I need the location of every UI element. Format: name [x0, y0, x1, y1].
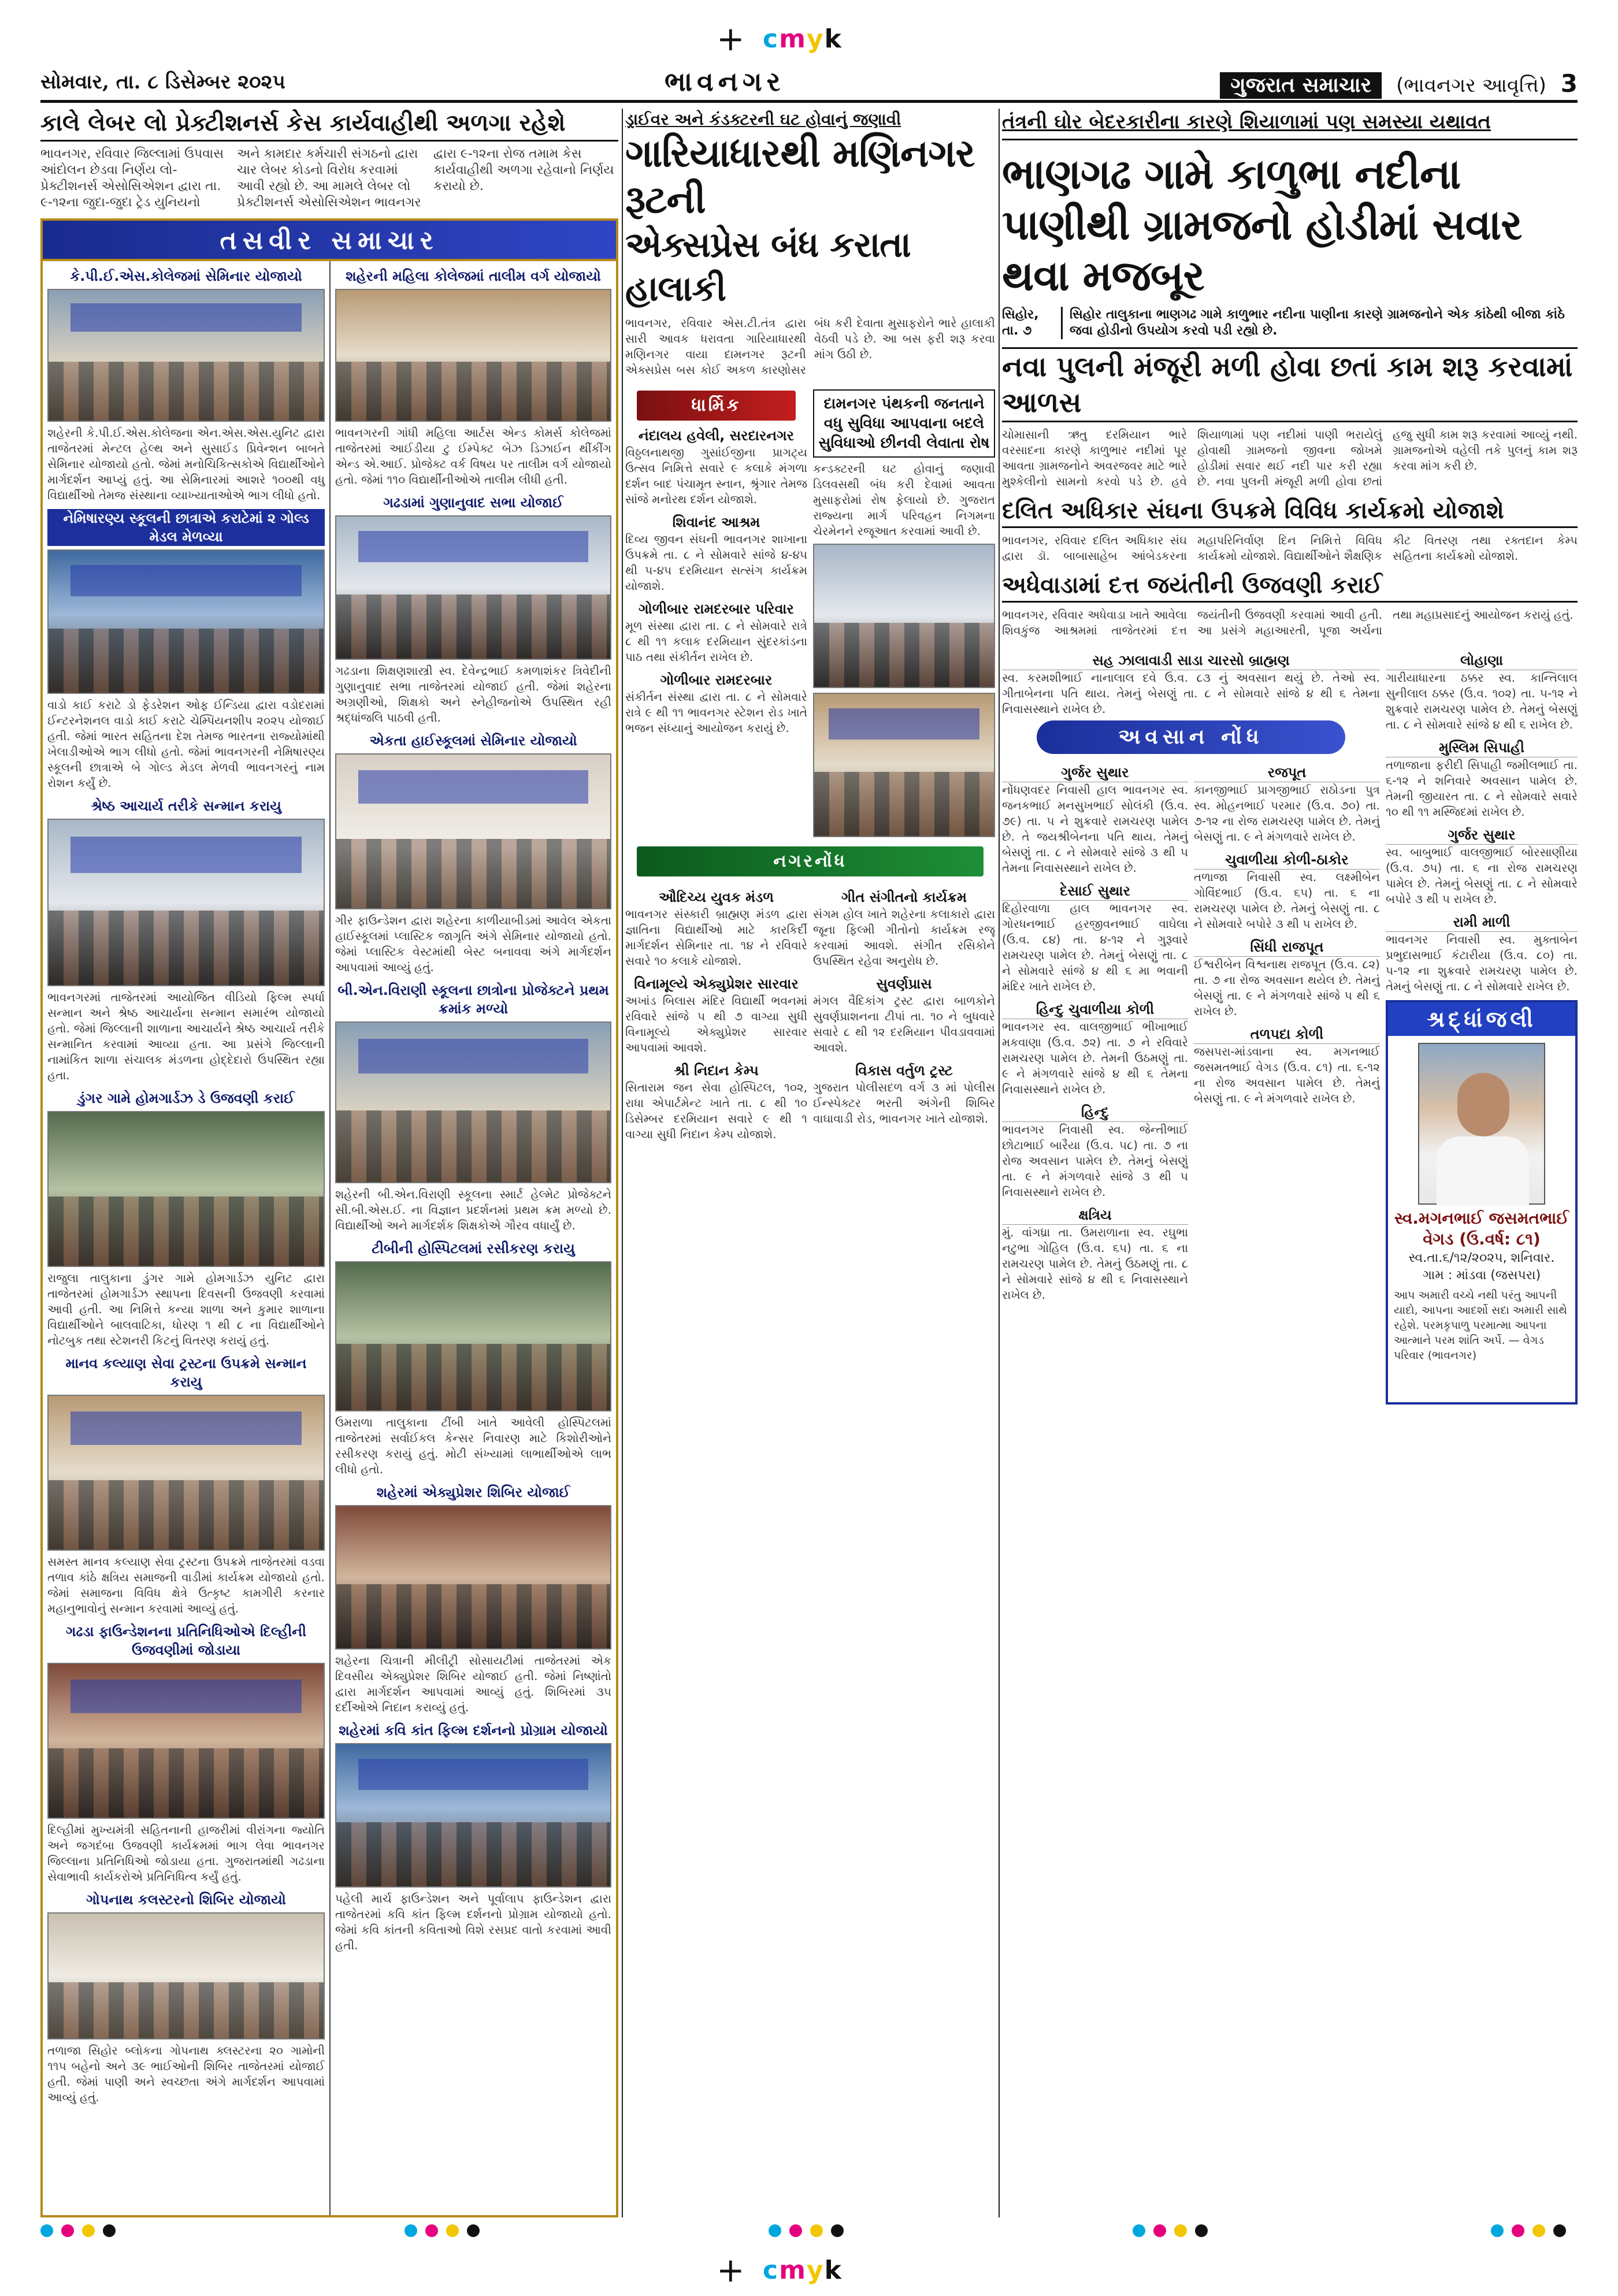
photo-story — [47, 509, 325, 791]
subheadline: અધેવાડામાં દત્ત જયંતીની ઉજવણી કરાઈ — [1002, 570, 1578, 603]
photo-story-title: બી.એન.વિરાણી સ્કૂલના છાત્રોના પ્રોજેક્ટને પ્રથમ ક્રમાંક મળ્યો — [337, 982, 609, 1017]
photo-caption: ગીર ફાઉન્ડેશન દ્વારા શહેરના કાળીયાબીડમાં આવેલ એકતા હાઈસ્કૂલમાં પ્લાસ્ટિક જાગૃતિ અંગે સેમિનાર યોજાયો હતો. જેમાં પ્લાસ્ટિક વેસ્ટમાંથી બેસ્ટ બનાવવા અંગે માર્ગદર્શન આપવામાં આવ્યું હતું. — [335, 913, 611, 974]
photo-story — [47, 1622, 325, 1885]
photo-story — [335, 731, 611, 975]
photo-story — [335, 1239, 611, 1477]
photo-story — [335, 981, 611, 1234]
community-name: ચુવાળીયા કોળી-ઠાકોર — [1194, 850, 1380, 870]
death-date: સ્વ.તા.૬/૧૨/૨૦૨૫, શનિવાર. — [1408, 1251, 1555, 1265]
registration-mark-top: + cmyk — [717, 19, 843, 58]
item-text: ગુજરાત પોલીસદળ વર્ગ ૩ માં પોલીસ ઈન્સ્પેક્ટર ભરતી અંગેની શિબિર વાઘાવાડી રોડ, ભાવનગર ખાતે યોજાશે. — [813, 1080, 995, 1125]
deceased-name: સ્વ.મગનભાઈ જસમતભાઈ વેગડ (ઉ.વર્ષ: ૮૧) — [1394, 1209, 1569, 1249]
obit-text: જસપરા-માંડવાના સ્વ. મગનભાઈ જસમતભાઈ વેગડ (ઉ.વ. ૮૧) તા. ૬-૧૨ ના રોજ અવસાન પામેલ છે. તેમનું બેસણું તા. ૯ ને મંગળવારે રાખેલ છે. — [1194, 1045, 1380, 1105]
item-title: વિનામૂલ્યે એક્યુપ્રેશર સારવાર — [634, 976, 799, 992]
photo-story — [335, 1483, 611, 1715]
item-title: શિવાનંદ આશ્રમ — [672, 514, 760, 530]
community-name: લોહાણા — [1386, 651, 1578, 670]
issue-date: સોમવાર, તા. ૮ ડિસેમ્બર ૨૦૨૫ — [40, 70, 285, 94]
folio-header — [40, 65, 1578, 103]
photo-caption: ભાવનગરમાં તાજેતરમાં આયોજિત વીડિયો ફિલ્મ સ્પર્ધા સન્માન અને શ્રેષ્ઠ આચાર્યના સન્માન સમારંભ યોજાયો હતો. જેમાં જિલ્લાની શાળાના આચાર્યને શ્રેષ્ઠ આચાર્ય તરીકે સન્માનિત કરવામાં આવ્યા હતા. આ પ્રસંગે જિલ્લાની નામાંકિત શાળા સંચાલક મંડળના હોદ્દેદારો ઉપસ્થિત રહ્યા હતા. — [47, 990, 325, 1082]
middle-column — [625, 109, 995, 2217]
obit-text: સ્વ. બાબુભાઈ વાલજીભાઈ બોરસાણીયા (ઉ.વ. ૭૫) તા. ૬ ના રોજ રામચરણ પામેલ છે. તેમનું બેસણું તા. ૮ ને સોમવારે બપોરે ૩ થી ૫ રાખેલ છે. — [1386, 845, 1578, 906]
item-title: ગોળીબાર રામદરબાર — [660, 672, 773, 688]
item-title: ઔદિચ્ય યુવક મંડળ — [659, 889, 774, 905]
family-note: આપ અમારી વચ્ચે નથી પરંતુ આપની યાદો, આપના આદર્શો સદા અમારી સાથે રહેશે. પરમકૃપાળુ પરમાત્મા આપના આત્માને પરમ શાંતિ અર્પે. — વેગડ પરિવાર (ભાવનગર) — [1394, 1289, 1567, 1362]
article-body: ભાવનગર, રવિવાર એસ.ટી.તંત્ર દ્વારા સારી આવક ધરાવતા ગારિયાધારથી મણિનગર વાયા દામનગર રૂટની એક્સપ્રેસ બસ કોઈ અકળ કારણોસર બંધ કરી દેવાતા મુસાફરોને ભારે હાલાકી વેઠવી પડે છે. આ બસ ફરી શરૂ કરવા માંગ ઉઠી છે. — [625, 316, 995, 377]
photo-column-right — [329, 261, 616, 2215]
item-text: ભાવનગર સંસ્કારી બ્રાહ્મણ મંડળ દ્વારા જ્ઞાતિના વિદ્યાર્થીઓ માટે કારકિર્દી માર્ગદર્શન સેમિનાર તા. ૧૪ ને રવિવારે સવારે ૧૦ કલાકે યોજાશે. — [625, 907, 807, 968]
community-name: ગુર્જર સુથાર — [1386, 826, 1578, 845]
photo-caption: તળાજા સિહોર બ્લોકના ગોપનાથ ક્લસ્ટરના ૨૦ ગામોની ૧૧૫ બહેનો અને ૩૯ ભાઈઓની શિબિર તાજેતરમાં યોજાઈ હતી. જેમાં પાણી અને સ્વચ્છતા અંગે માર્ગદર્શન આપવામાં આવ્યું હતું. — [47, 2044, 325, 2104]
labour-story — [40, 109, 618, 213]
item-title: શ્રી નિદાન કેમ્પ — [674, 1062, 759, 1079]
column-rule — [999, 109, 1000, 2217]
subheadline: દલિત અધિકાર સંઘના ઉપક્રમે વિવિધ કાર્યક્રમો યોજાશે — [1002, 495, 1578, 528]
obit-text: કાનજીભાઈ પ્રાગજીભાઈ રાઠોડના પુત્ર સ્વ. મોહનભાઈ પરમાર (ઉ.વ. ૭૦) તા. ૭-૧૨ ના રોજ રામચરણ પામેલ છે. તેમનું બેસણું તા. ૯ ને મંગળવારે રાખેલ છે. — [1194, 783, 1380, 844]
community-name: ક્ષત્રિય — [1002, 1206, 1188, 1225]
community-name: હિન્દુ — [1002, 1103, 1188, 1122]
item-text: મંગલ વૈદિકાંગ ટ્રસ્ટ દ્વારા બાળકોને સુવર્ણપ્રાશનના ટીપાં તા. ૧૦ ને બુધવારે સવારે ૮ થી ૧૨ દરમિયાન પીવડાવવામાં આવશે. — [813, 994, 995, 1054]
photo — [813, 544, 995, 688]
photo — [47, 289, 325, 422]
nagar-column-left — [625, 882, 807, 1142]
item-text: દિવ્ય જીવન સંઘની ભાવનગર શાખાના ઉપક્રમે તા. ૮ ને સોમવારે સાંજે ૪-૪૫ થી ૫-૪૫ દરમિયાન સત્સંગ કાર્યક્રમ યોજાશે. — [625, 532, 807, 593]
photo — [335, 515, 611, 660]
color-bar — [1491, 2224, 1566, 2241]
photo-caption: ભાવનગરની ગાંધી મહિલા આર્ટસ એન્ડ કોમર્સ કોલેજમાં તાજેતરમાં આઈડીયા ટુ ઈમ્પેક્ટ બેઝ ડિઝાઈન થીંકીંગ એન્ડ એ.આઈ. પ્રોજેક્ટ વર્ક વિષય પર તાલીમ વર્ગ યોજાયો હતો. જેમાં ૧૧૦ વિદ્યાર્થીનીઓએ તાલીમ લીધી હતી. — [335, 426, 611, 486]
page-number: 3 — [1560, 69, 1578, 98]
obituary-title: અવસાન નોંધ — [1037, 720, 1345, 754]
item-text: અખાંડ બિલાસ મંદિર વિદ્યાર્થી ભવનમાં રવિવારે સાંજે ૫ થી ૭ વાગ્યા સુધી વિનામૂલ્યે એક્યુપ્રેશર સારવાર આપવામાં આવશે. — [625, 994, 807, 1054]
photo — [47, 549, 325, 694]
item-title: સુવર્ણપ્રાસ — [876, 976, 932, 992]
photo-story-title: શહેરની મહિલા કોલેજમાં તાલીમ વર્ગ યોજાયો — [346, 268, 601, 284]
item-title: વિકાસ વર્તુળ ટ્રસ્ટ — [855, 1062, 953, 1079]
photo-caption: દિલ્હીમાં મુખ્યમંત્રી સહિતનાની હાજરીમાં વીરાંગના જ્યોતિ અને જગદંબા ઉજવણી કાર્યક્રમમાં ભાગ લેવા ભાવનગર જિલ્લાના પ્રતિનિધિઓ જોડાયા હતા. ગુજરાતમાંથી ગઢડાના સેવાભાવી કાર્યકરોએ પ્રતિનિધિત્વ કર્યું હતું. — [47, 1823, 325, 1883]
obit-text: ગારીયાધારના ઠક્કર સ્વ. કાન્તિલાલ સુનીલાલ ઠક્કર (ઉ.વ. ૧૦૨) તા. ૫-૧૨ ને શુક્રવારે રામચરણ પામેલ છે. તેમનું બેસણું તા. ૮ ને સોમવારે સાંજે ૪ થી ૬ રાખેલ છે. — [1386, 671, 1578, 731]
obit-text: ભાવનગર નિવાસી સ્વ. મુક્તાબેન પ્રભુદાસભાઈ કંટારીયા (ઉ.વ. ૮૦) તા. ૫-૧૨ ના શુક્રવારે રામચરણ પામેલ છે. તેમનું બેસણું તા. ૮ ને સોમવારે રાખેલ છે. — [1386, 932, 1578, 993]
photo-story-title: શહેરમાં કવિ કાંત ફિલ્મ દર્શનનો પ્રોગ્રામ યોજાયો — [339, 1722, 608, 1738]
photo-caption: શહેરની કે.પી.ઈ.એસ.કોલેજના એન.એસ.એસ.યુનિટ દ્વારા તાજેતરમાં મેન્ટલ હેલ્થ અને સુસાઈડ પ્રિવેન્શન બાબતે સેમિનાર યોજાયો હતો. જેમાં મનોચિકિત્સકોએ વિદ્યાર્થીઓને માર્ગદર્શન આપ્યું હતું. આ સેમિનારમાં આશરે ૧૦૦થી વધુ વિદ્યાર્થીઓ તેમજ સંસ્થાના વ્યાખ્યાતાઓએ ભાગ લીધો હતો. — [47, 426, 325, 502]
headline: એક્સપ્રેસ બંધ કરાતા હાલાકી — [625, 225, 911, 309]
photo-caption: રાજુલા તાલુકાના ડુંગર ગામે હોમગાર્ડઝ યુનિટ દ્વારા તાજેતરમાં હોમગાર્ડઝ સ્થાપના દિવસની ઉજવણી કરવામાં આવી હતી. આ નિમિત્તે કન્યા શાળા અને કુમાર શાળાના વિદ્યાર્થીઓને બાલવાટિકા, ધોરણ ૧ થી ૮ ના વિદ્યાર્થીઓને નોટબુક તથા સ્ટેશનરી કિટનું વિતરણ કરાયું હતું. — [47, 1271, 325, 1347]
newspaper-logo: ગુજરાત સમાચાર — [1220, 72, 1382, 99]
headline: ગારિયાધારથી મણિનગર રૂટની — [625, 131, 975, 222]
photo-story-title: ગઢડા ફાઉન્ડેશનના પ્રતિનિધિઓએ દિલ્હીની ઉજવણીમાં જોડાયા — [66, 1623, 306, 1658]
obit-text: દિહોરવાળા હાલ ભાવનગર સ્વ. ગોરધનભાઈ હરજીવનભાઈ વાઘેલા (ઉ.વ. ૮૪) તા. ૪-૧૨ ને ગુરૂવારે રામચરણ પામેલ છે. તેમનું બેસણું તા. ૮ ને સોમવારે સાંજે ૪ થી ૬ મા ભવાની મંદિર ખાતે રાખેલ છે. — [1002, 901, 1188, 993]
village: ગામ : માંડવા (જસપરા) — [1422, 1268, 1541, 1283]
right-column — [1002, 109, 1578, 2217]
obit-column — [1194, 757, 1380, 2049]
edition-label: (ભાવનગર આવૃત્તિ) — [1396, 74, 1546, 97]
article-body: ભાવનગર, રવિવાર જિલ્લામાં ઉપવાસ આંદોલન છેડવા નિર્ણય લો-પ્રેક્ટીશનર્સ એસોસિએશન દ્વારા તા. ૯-૧૨ના જુદા-જુદા ટ્રેડ યુનિયનો અને કામદાર કર્મચારી સંગઠનો દ્વારા ચાર લેબર કોડનો વિરોધ કરવામાં આવી રહ્યો છે. આ મામલે લેબર લો પ્રેક્ટીશનર્સ એસોસિએશન ભાવનગર દ્વારા ૯-૧૨ના રોજ તમામ કેસ કાર્યવાહીથી અળગા રહેવાનો નિર્ણય કરાયો છે. — [40, 147, 614, 210]
section-header: તસવીર સમાચાર — [43, 221, 616, 261]
community-name: દેસાઈ સુથાર — [1002, 882, 1188, 901]
photo — [335, 1021, 611, 1183]
community-name: મુસ્લિમ સિપાહી — [1386, 738, 1578, 757]
photo-story-title: ડુંગર ગામે હોમગાર્ડઝ ડે ઉજવણી કરાઈ — [77, 1090, 295, 1106]
photo-story — [47, 797, 325, 1083]
photo-story — [335, 1721, 611, 1953]
photo — [47, 1912, 325, 2039]
photo — [335, 289, 611, 422]
portrait-photo — [1418, 1043, 1545, 1205]
photo-news-section — [40, 218, 618, 2217]
photo-column-left — [43, 261, 329, 2215]
item-title: નંદાલય હવેલી, સરદારનગર — [638, 428, 795, 444]
nagar-column-right — [813, 882, 995, 1142]
photo-caption: પહેલી માર્ચ ફાઉન્ડેશન અને પૂર્વાલાપ ફાઉન્ડેશન દ્વારા તાજેતરમાં કવિ કાંત ફિલ્મ દર્શનનો પ્રોગ્રામ યોજાયો હતો. જેમાં કવિ કાંતની કવિતાઓ વિશે રસપ્રદ વાતો કરવામાં આવી હતી. — [335, 1892, 611, 1952]
registration-mark-bottom: + cmyk — [717, 2250, 843, 2290]
item-text: વિઠ્ઠલનાથજી ગુસાંઈજીના પ્રાગટ્ય ઉત્સવ નિમિત્તે સવારે ૯ કલાકે મંગળા દર્શન બાદ પંચામૃત સ્નાન, શ્રૃંગાર તેમજ સાંજે મનોરથ દર્શન યોજાશે. — [625, 445, 807, 506]
obituary-block — [1002, 645, 1380, 2049]
nagarnondh-badge: નગરનોંધ — [637, 846, 984, 876]
photo-story-title: ગોપનાથ કલસ્ટરનો શિબિર યોજાયો — [86, 1892, 286, 1908]
photo-story-title: શહેરમાં એક્યુપ્રેશર શિબિર યોજાઈ — [376, 1484, 570, 1500]
obit-column — [1002, 757, 1188, 2049]
dharmik-badge: ધાર્મિક — [637, 391, 796, 421]
community-name: રજપૂત — [1194, 763, 1380, 782]
photo — [335, 1743, 611, 1888]
kicker: ડ્રાઈવર અને કંડક્ટરની ઘટ હોવાનું જણાવી — [625, 110, 901, 129]
item-text: મૂળ સંસ્થા દ્વારા તા. ૮ ને સોમવારે રાત્રે ૮ થી ૧૧ કલાક દરમિયાન સુંદરકાંડના પાઠ તથા સંકીર્તન રાખેલ છે. — [625, 619, 807, 664]
photo-story — [47, 1890, 325, 2105]
obit-text: ભાવનગર સ્વ. વાલજીભાઈ ભીખાભાઈ મકવાણા (ઉ.વ. ૭૨) તા. ૭ ને રવિવારે રામચરણ પામેલ છે. તેમની ઉઠમણું તા. ૯ ને મંગળવારે સાંજે ૪ થી ૬ તેમના નિવાસસ્થાને રાખેલ છે. — [1002, 1020, 1188, 1096]
damnagar-column — [813, 385, 995, 837]
photo-story — [47, 1354, 325, 1617]
photo-caption: વાડો કાઈ કરાટે ડો ફેડરેશન ઓફ ઈન્ડિયા દ્વારા વડોદરામાં ઈન્ટરનેશનલ વાડો કાઈ કરાટે ચેમ્પિયનશીપ ૨૦૨૫ યોજાઈ હતી. જેમાં ભારત સહિતના દેશ તેમજ ભારતના રાજ્યોમાંથી ખેલાડીઓએ ભાગ લીધો હતો. જેમાં ભાવનગરની નેમિષારણ્ય સ્કૂલની છાત્રાએ બે ગોલ્ડ મેડલ મેળવી ભાવનગરનું નામ રોશન કર્યું છે. — [47, 698, 325, 790]
obituary-side — [1386, 645, 1578, 2049]
obit-text: તળાજાના ફરીદી સિપાહી જમીલભાઈ તા. ૬-૧૨ ને શનિવારે અવસાન પામેલ છે. તેમની જીયારત તા. ૮ ને સોમવારે સવારે ૧૦ થી ૧૧ મસ્જિદમાં રાખેલ છે. — [1386, 758, 1578, 819]
photo-story-title: એકતા હાઈસ્કૂલમાં સેમિનાર યોજાયો — [369, 733, 577, 749]
community-name: તળપદા કોળી — [1194, 1025, 1380, 1044]
photo — [335, 1505, 611, 1649]
article-body: ચોમાસાની ઋતુ દરમિયાન ભારે વરસાદના કારણે કાળુભાર નદીમાં પૂર આવતા ગ્રામજનોને અવરજવર માટે ભારે મુશ્કેલીનો સામનો કરવો પડે છે. હવે શિયાળામાં પણ નદીમાં પાણી ભરાયેલું હોવાથી ગ્રામજનો જીવના જોખમે હોડીમાં સવાર થઈ નદી પાર કરી રહ્યા છે. નવા પુલની મંજૂરી મળી હોવા છતાં હજુ સુધી કામ શરૂ કરવામાં આવ્યું નથી. ગ્રામજનોએ વહેલી તકે પુલનું કામ શરૂ કરવા માંગ કરી છે. — [1002, 428, 1578, 488]
photo — [813, 693, 995, 837]
dharmik-column — [625, 385, 807, 837]
item-title: ગોળીબાર રામદરબાર પરિવાર — [639, 601, 794, 617]
photo-story-title: ટીબીની હોસ્પિટલમાં રસીકરણ કરાયુ — [372, 1240, 575, 1257]
shraddhanjali-title: શ્રદ્ધાંજલી — [1388, 1002, 1575, 1036]
color-bar — [404, 2224, 480, 2241]
photo-story-title: શ્રેષ્ઠ આચાર્ય તરીકે સન્માન કરાયુ — [91, 798, 281, 814]
section-name: ભાવનગર — [665, 66, 785, 97]
lead-headline: ભાણગઢ ગામે કાળુભા નદીના પાણીથી ગ્રામજનો હોડીમાં સવાર થવા મજબૂર — [1002, 150, 1522, 300]
photo-caption: ગઢડાના શિક્ષણશાસ્ત્રી સ્વ. દેવેન્દ્રભાઈ કમળાશંકર ત્રિવેદીની ગુણાનુવાદ સભા તાજેતરમાં યોજાઈ હતી. જેમાં શહેરના અગ્રણીઓ, શિક્ષકો અને સ્નેહીજનોએ ઉપસ્થિત રહી શ્રદ્ધાંજલિ પાઠવી હતી. — [335, 664, 611, 725]
photo-caption: સમસ્ત માનવ કલ્યાણ સેવા ટ્રસ્ટના ઉપક્રમે તાજેતરમાં વડવા તળાવ કાંઠે ક્ષત્રિય સમાજની વાડીમાં કાર્યક્રમ યોજાયો હતો. જેમાં સમાજના વિવિધ ક્ષેત્રે ઉત્કૃષ્ટ કામગીરી કરનાર મહાનુભાવોનું સન્માન કરવામાં આવ્યું હતું. — [47, 1555, 325, 1615]
photo — [335, 753, 611, 909]
brahmin-head: સહ ઝાલાવાડી સાડા ચારસો બ્રાહ્મણ — [1002, 651, 1380, 670]
photo — [335, 1261, 611, 1411]
obituary-area — [1002, 645, 1578, 2049]
obit-text: તળાજા નિવાસી સ્વ. લક્ષ્મીબેન ગોવિંદભાઈ (ઉ.વ. ૬૫) તા. ૬ ના રામચરણ પામેલ છે. તેમનું બેસણું તા. ૮ ને સોમવારે બપોરે ૩ થી ૫ રાખેલ છે. — [1194, 870, 1380, 931]
article-body: ભાવનગર, રવિવાર દલિત અધિકાર સંઘ દ્વારા ડૉ. બાબાસાહેબ આંબેડકરના મહાપરિનિર્વાણ દિન નિમિત્તે વિવિધ કાર્યક્રમો યોજાશે. વિદ્યાર્થીઓને શૈક્ષણિક કીટ વિતરણ તથા રક્તદાન કેમ્પ સહિતના કાર્યક્રમો યોજાશે. — [1002, 533, 1578, 563]
photo-story — [47, 1089, 325, 1348]
photo-story-title: ગઢડામાં ગુણાનુવાદ સભા યોજાઈ — [383, 495, 563, 511]
photo-story — [47, 267, 325, 503]
dateline: સિહોર, તા. ૭ — [1002, 307, 1039, 338]
item-text: સંકીર્તન સંસ્થા દ્વારા તા. ૮ ને સોમવારે રાત્રે ૯ થી ૧૧ ભાવનગર સ્ટેશન રોડ ખાતે ભજન સંધ્યાનું આયોજન કરાયું છે. — [625, 690, 807, 735]
photo — [47, 1663, 325, 1819]
community-name: સિંધી રાજપૂત — [1194, 938, 1380, 957]
headline: કાલે લેબર લો પ્રેક્ટીશનર્સ કેસ કાર્યવાહીથી અળગા રહેશે — [40, 109, 618, 142]
column-rule — [622, 109, 623, 2217]
photo — [47, 819, 325, 986]
subheadline: દામનગર પંથકની જનતાને વધુ સુવિધા આપવાના બદલે સુવિધાઓ છીનવી લેવાતા રોષ — [813, 389, 995, 458]
community-name: રામી માળી — [1386, 913, 1578, 932]
item-text: સિતારામ જન સેવા હોસ્પિટલ, ૧૦૨, રાધા એપાર્ટમેન્ટ ખાતે તા. ૮ થી ૧૦ ડિસેમ્બર દરમિયાન સવારે ૯ થી ૧ વાગ્યા સુધી નિદાન કેમ્પ યોજાશે. — [625, 1080, 807, 1141]
photo-story — [335, 267, 611, 488]
subheadline: નવા પુલની મંજૂરી મળી હોવા છતાં કામ શરૂ કરવામાં આળસ — [1002, 347, 1578, 422]
obit-text: ભાવનગર નિવાસી સ્વ. જેન્તીભાઈ છોટાભાઈ બારૈયા (ઉ.વ. ૫૮) તા. ૭ ના રોજ અવસાન પામેલ છે. તેમનું બેસણું તા. ૯ ને મંગળવારે સાંજે ૩ થી ૫ નિવાસસ્થાને રાખેલ છે. — [1002, 1123, 1188, 1199]
photo-caption: શહેરના ચિત્રાની મીલીટ્રી સોસાયટીમાં તાજેતરમાં એક દિવસીય એક્યુપ્રેશર શિબિર યોજાઈ હતી. જેમાં નિષ્ણાંતો દ્વારા માર્ગદર્શન આપવામાં આવ્યું હતું. શિબિરમાં ૩૫ દર્દીઓએ નિદાન કરાવ્યું હતું. — [335, 1654, 611, 1714]
item-text: સંગમ હોલ ખાતે શહેરના કલાકારો દ્વારા જૂના ફિલ્મી ગીતોનો કાર્યક્રમ રજૂ કરવામાં આવશે. સંગીત રસિકોને ઉપસ્થિત રહેવા અનુરોધ છે. — [813, 907, 995, 968]
photo — [47, 1111, 325, 1267]
cmyk-label: cmyk — [763, 24, 843, 54]
photo-story-title: માનવ કલ્યાણ સેવા ટ્રસ્ટના ઉપક્રમે સન્માન કરાયુ — [65, 1355, 307, 1390]
obit-text: ઈશ્વરીબેન વિશ્વનાથ રાજપૂત (ઉ.વ. ૮૨) તા. ૭ ના રોજ અવસાન થયેલ છે. તેમનું બેસણું તા. ૯ ને મંગળવારે સાંજે ૫ થી ૬ રાખેલ છે. — [1194, 957, 1380, 1018]
dateline-row — [1002, 307, 1578, 339]
obit-text: નોંધણવદર નિવાસી હાલ ભાવનગર સ્વ. જનકભાઈ મનસુખભાઈ સોલંકી (ઉ.વ. ૭૯) તા. ૫ ને શુક્રવારે રામચરણ પામેલ છે. તે જયશ્રીબેનના પતિ થાય. તેમનું બેસણું તા. ૮ ને સોમવારે સાંજે ૩ થી ૫ તેમના નિવાસસ્થાને રાખેલ છે. — [1002, 783, 1188, 875]
obit-text: મું. વાંગધ્રા તા. ઉમરાળાના સ્વ. રઘુભા નટુભા ગોહિલ (ઉ.વ. ૬૫) તા. ૬ ના રામચરણ પામેલ છે. તેમનું ઉઠમણું તા. ૮ ને સોમવારે સાંજે ૪ થી ૬ નિવાસસ્થાને રાખેલ છે. — [1002, 1225, 1188, 1302]
shraddhanjali-box — [1386, 1000, 1578, 1405]
photo — [47, 1395, 325, 1551]
article-body: ભાવનગર, રવિવાર અધેવાડા ખાતે આવેલા શિવકુંજ આશ્રમમાં તાજેતરમાં દત્ત જયંતીની ઉજવણી કરવામાં આવી હતી. આ પ્રસંગે મહાઆરતી, પૂજા અર્ચના તથા મહાપ્રસાદનું આયોજન કરાયું હતું. — [1002, 608, 1574, 637]
color-bar — [1133, 2224, 1208, 2241]
photo-story-title: નેમિષારણ્ય સ્કૂલની છાત્રાએ કરાટેમાં ૨ ગોલ્ડ મેડલ મેળવ્યા — [47, 509, 325, 546]
paper-name — [1220, 69, 1578, 99]
photo-caption: શહેરની બી.એન.વિરાણી સ્કૂલના સ્માર્ટ હેલ્મેટ પ્રોજેક્ટને સી.બી.એસ.ઈ. ના વિજ્ઞાન પ્રદર્શનમાં પ્રથમ ક્રમ મળ્યો છે. વિદ્યાર્થીઓ અને માર્ગદર્શક શિક્ષકોએ ગૌરવ વધાર્યું છે. — [335, 1187, 611, 1232]
community-name: હિન્દુ ચુવાળીયા કોળી — [1002, 1000, 1188, 1019]
item-title: ગીત સંગીતનો કાર્યક્રમ — [841, 889, 967, 905]
cmyk-label: cmyk — [763, 2256, 843, 2285]
summary: સિહોર તાલુકાના ભાણગઢ ગામે કાળુભાર નદીના પાણીના કારણે ગ્રામજનોને એક કાંઠેથી બીજા કાંઠે જવા હોડીનો ઉપયોગ કરવો પડી રહ્યો છે. — [1061, 307, 1578, 339]
kicker: તંત્રની ઘોર બેદરકારીના કારણે શિયાળામાં પણ સમસ્યા યથાવત — [1002, 109, 1578, 140]
photo-caption: ઉમરાળા તાલુકાના ટીંબી ખાતે આવેલી હોસ્પિટલમાં તાજેતરમાં સર્વાઈકલ કેન્સર નિવારણ માટે કિશોરીઓને રસીકરણ કરાયું હતું. મોટી સંખ્યામાં લાભાર્થીઓએ લાભ લીધો હતો. — [335, 1416, 611, 1476]
color-bar — [40, 2224, 116, 2241]
community-name: ગુર્જર સુથાર — [1002, 763, 1188, 782]
color-bar — [769, 2224, 844, 2241]
article-body: કન્ડક્ટરની ઘટ હોવાનું જણાવી ડિલવસથી બંધ કરી દેવામાં આવતા મુસાફરોમાં રોષ ફેલાયો છે. ગુજરાત રાજ્યના માર્ગ પરિવહન નિગમના ચેરમેનને રજૂઆત કરવામાં આવી છે. — [813, 462, 995, 538]
photo-story-title: કે.પી.ઈ.એસ.કોલેજમાં સેમિનાર યોજાયો — [70, 268, 302, 284]
photo-story — [335, 493, 611, 726]
obit-text: સ્વ. કરમશીભાઈ નાનાલાલ દવે ઉ.વ. ૮૩ નું અવસાન થયું છે. તેઓ સ્વ. ગીતાબેનના પતિ થાય. તેમનું બેસણું તા. ૮ ને સોમવારે સાંજે ૪ થી ૬ તેમના નિવાસસ્થાને રાખેલ છે. — [1002, 671, 1380, 716]
